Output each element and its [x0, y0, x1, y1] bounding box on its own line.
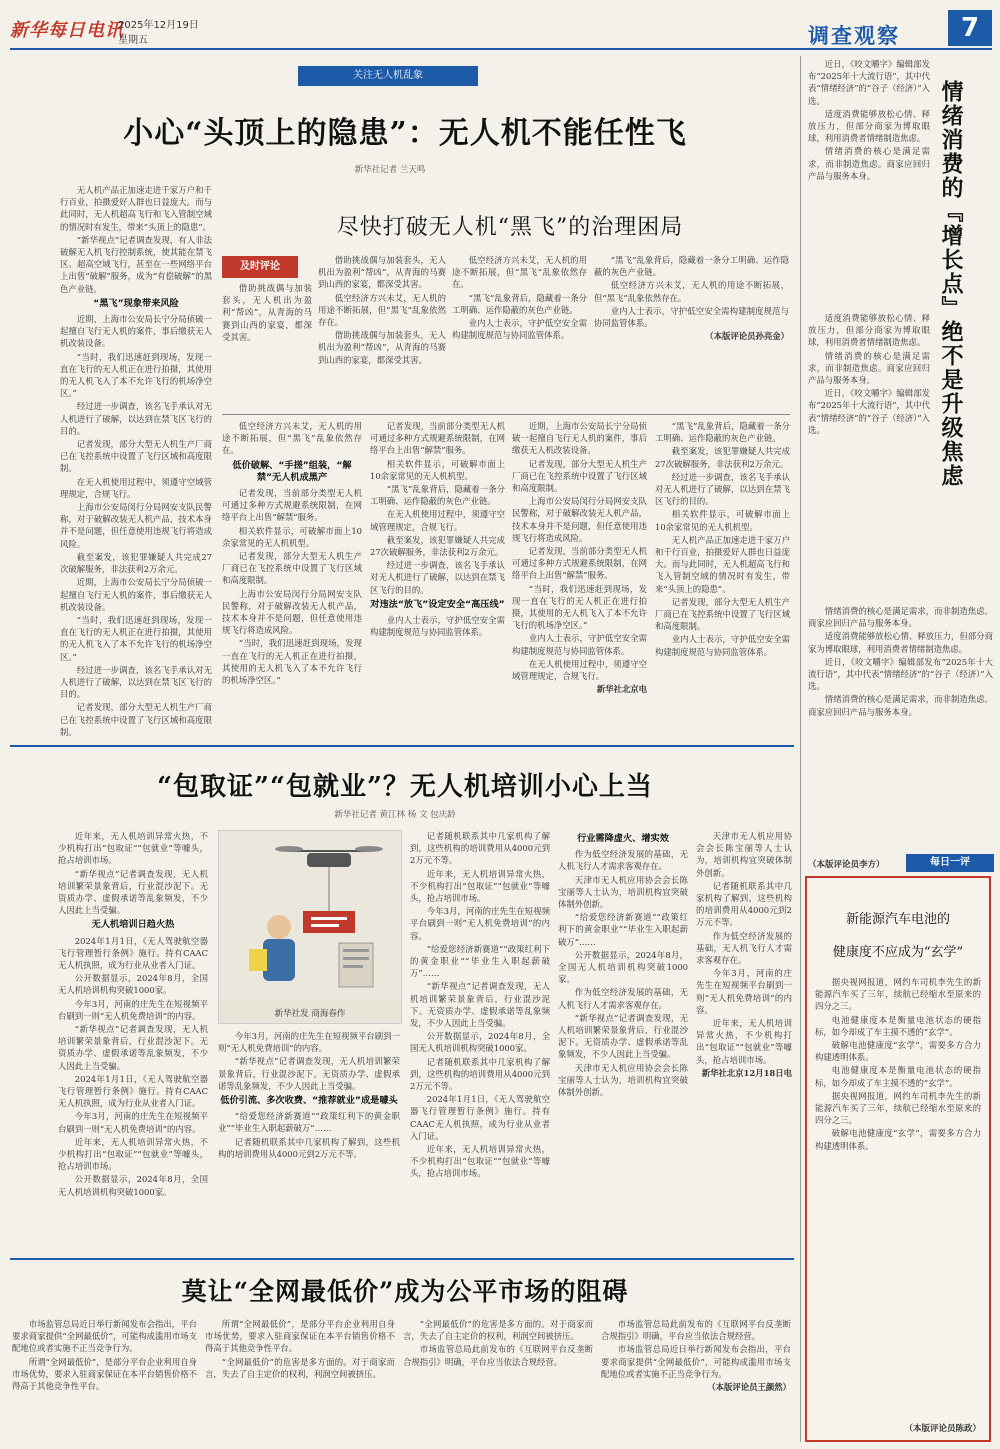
- comment-headline: 尽快打破无人机“黑飞”的治理困局: [336, 215, 684, 240]
- masthead: [0, 0, 1000, 50]
- article2-byline: 新华社记者 黄江林 杨 文 包庆龄: [334, 810, 456, 820]
- comment-subhead: 低价破解、“手搓”组装，“解禁”无人机成黑产: [232, 459, 352, 483]
- battery-headline-line1: 新能源汽车电池的: [845, 912, 950, 927]
- drone-training-cartoon: [219, 831, 401, 1001]
- comment-box-rule: [222, 414, 790, 415]
- article2-subhead-2: 低价引流、多次收费、“推荐就业”成是噱头: [220, 1095, 398, 1107]
- article1-body-col5: “黑飞”乱象背后，隐藏着一条分工明确、运作隐蔽的灰色产业链。 截至案发，该犯罪嫌疑人共完成27次破解服务，非法获利2万余元。 经过进一步调查，该名飞手承认对无人机进行了破解，以达到在禁飞区飞行的目的。 相关软件显示，可破解市面上10余家常见的无人机机型。 无人机产品正加速走进千家万户和千行百业，拍摄爱好人群也日益庞大。而与此同时，无人机超高飞行和飞入管制空域的情况时有发生，带来“头顶上的隐患”。 记者发现，部分大型无人机生产厂商已在飞控系统中设置了飞行区域和高度限制。 业内人士表示，守护低空安全需构建制度规范与协同监管体系。: [655, 421, 790, 657]
- article3-body-col4: 市场监管总局此前发布的《互联网平台反垄断合规指引》明确，平台应当依法合规经营。 市场监管总局近日举行新闻发布会指出，平台要求商家提供“全网最低价”，可能构成滥用市场支配地位或者实施不正当竞争行为。 （本版评论员王颜然）: [601, 1319, 791, 1393]
- sidebar-divider: [800, 56, 801, 1442]
- article2-body-col4: 行业需降虚火、增实效 作为低空经济发展的基础，无人机飞行人才需求客观存在。 天津市无人机应用协会会长陈宝丽等人士认为，培训机构宜突破体制外创新。 “给爱您经济新赛道”“政策红利下的黄金职业”“毕业生入职起薪破万”…… 公开数据显示，2024年8月，全国无人机培训机构突破1000家。 作为低空经济发展的基础，无人机飞行人才需求客观存在。 “新华视点”记者调查发现，无人机培训繁荣景象背后，行业混沙泥下。无资质办学、虚假承诺等乱象频发，不少人因此上当受骗。 天津市无人机应用协会会长陈宝丽等人士认为，培训机构宜突破体制外创新。: [558, 833, 688, 1098]
- editorial-credit: （本版评论员李方）: [808, 860, 885, 870]
- comment-body-col2: 借助挑战偶与加装套头，无人机出为盈利“帮凶”，从青海的马赛到山西的家宴，都深受其害。 低空经济方兴未艾，无人机的用途不断拓展，但“黑飞”乱象依然存在。 借助挑战偶与加装套头，无人机出为盈利“帮凶”，从青海的马赛到山西的家宴，都深受其害。: [318, 255, 446, 365]
- article2-body-col2: 今年3月，河南的庄先生在短视频平台刷到一则“无人机免费培训”的内容。 “新华视点”记者调查发现，无人机培训繁荣景象背后，行业混沙泥下。无资质办学、虚假承诺等乱象频发，不少人因此上当受骗。 低价引流、多次收费、“推荐就业”成是噱头 “给爱您经济新赛道”“政策红利下的黄金职业”“毕业生入职起薪破万”…… 记者随机联系其中几家机构了解到，这些机构的培训费用从4000元到2万元不等。: [218, 1031, 400, 1159]
- section-divider-1: [10, 745, 794, 747]
- article3-credit: （本版评论员王颜然）: [707, 1382, 791, 1393]
- illustration-caption: 新华社发 商海春作: [274, 1009, 346, 1019]
- page-number-badge: 7: [948, 10, 992, 46]
- section-name: 调查观察: [808, 24, 900, 48]
- article1-body-col1: 无人机产品正加速走进千家万户和千行百业，拍摄爱好人群也日益庞大。而与此同时，无人机超高飞行和飞入管制空域的情况时有发生，带来“头顶上的隐患”。 “新华视点”记者调查发现，有人非法破解无人机飞行控制系统，使其能在禁飞区、超高空域飞行，甚至在一些网络平台上出售“破解”服务，成为“有偿破解”的黑色产业链。 “黑飞”现象带来风险 近期，上海市公安局长宁分局侦破一起擅自飞行无人机的案件，事后缴获无人机改装设备。 “当时，我们迅速赶到现场，发现一直在飞行的无人机正在进行拍摄，其使用的无人机飞入了本不允许飞行的机场净空区。” 经过进一步调查，该名飞手承认对无人机进行了破解，以达到在禁飞区飞行的目的。 记者发现，部分大型无人机生产厂商已在飞控系统中设置了飞行区域和高度限制。 在无人机使用过程中，须遵守空域管理规定，合规飞行。 上海市公安局闵行分局网安支队民警称，对于破解改装无人机产品，技术本身并不是问题，但任意使用违规飞行将造成风险。 截至案发，该犯罪嫌疑人共完成27次破解服务，非法获利2万余元。 近期，上海市公安局长宁分局侦破一起擅自飞行无人机的案件，事后缴获无人机改装设备。 “当时，我们迅速赶到现场，发现一直在飞行的无人机正在进行拍摄，其使用的无人机飞入了本不允许飞行的机场净空区。” 经过进一步调查，该名飞手承认对无人机进行了破解，以达到在禁飞区飞行的目的。 记者发现，部分大型无人机生产厂商已在飞控系统中设置了飞行区域和高度限制。: [60, 185, 212, 737]
- article3-headline: 莫让“全网最低价”成为公平市场的阻碍: [181, 1277, 629, 1306]
- newspaper-logo: 新华每日电讯: [10, 20, 124, 41]
- article1-body-col3: 记者发现，当前部分类型无人机可通过多种方式规避系统限制，在网络平台上出售“解禁”服务。 相关软件显示，可破解市面上10余家常见的无人机机型。 “黑飞”乱象背后，隐藏着一条分工明确、运作隐蔽的灰色产业链。 在无人机使用过程中，须遵守空域管理规定，合规飞行。 截至案发，该犯罪嫌疑人共完成27次破解服务，非法获利2万余元。 经过进一步调查，该名飞手承认对无人机进行了破解，以达到在禁飞区飞行的目的。 对违法“放飞”设定安全“高压线” 业内人士表示，守护低空安全需构建制度规范与协同监管体系。: [370, 421, 505, 638]
- article1-byline: 新华社记者 兰天鸣: [354, 165, 426, 175]
- article3-body-col1: 市场监管总局近日举行新闻发布会指出，平台要求商家提供“全网最低价”，可能构成滥用市场支配地位或者实施不正当竞争行为。 所谓“全网最低价”，是部分平台企业利用自身市场优势，要求入驻商家保证在本平台销售价格不得高于其他竞争性平台。: [12, 1319, 197, 1392]
- battery-credit: （本版评论员陈政）: [904, 1424, 981, 1434]
- daily-comment-tag: 每日一评: [906, 854, 994, 872]
- article2-subhead-3: 行业需降虚火、增实效: [577, 833, 669, 844]
- battery-commentary-box: [805, 876, 991, 1442]
- comment-sign: 新华社北京电: [596, 684, 647, 695]
- article1-headline: 小心“头顶上的隐患”：无人机不能任性飞: [123, 116, 687, 151]
- comment-body-col3: 低空经济方兴未艾，无人机的用途不断拓展，但“黑飞”乱象依然存在。 “黑飞”乱象背后，隐藏着一条分工明确、运作隐蔽的灰色产业链。 业内人士表示，守护低空安全需构建制度规范与协同监管体系。: [452, 255, 587, 341]
- comment-body-col1: 借助挑战偶与加装套头，无人机出为盈利“帮凶”，从青海的马赛到山西的家宴，都深受其害。: [222, 283, 312, 342]
- article1-subhead: “黑飞”现象带来风险: [93, 297, 179, 309]
- article2-sign: 新华社北京12月18日电: [701, 1067, 792, 1078]
- article2-body-col5: 天津市无人机应用协会会长陈宝丽等人士认为，培训机构宜突破体制外创新。 记者随机联系其中几家机构了解到，这些机构的培训费用从4000元到2万元不等。 作为低空经济发展的基础，无人机飞行人才需求客观存在。 今年3月，河南的庄先生在短视频平台刷到一则“无人机免费培训”的内容。 近年来，无人机培训异常火热，不少机构打出“包取证”“包就业”等噱头，抢占培训市场。 新华社北京12月18日电: [696, 831, 792, 1078]
- issue-date: 2025年12月19日: [118, 20, 199, 31]
- article3-body-col2: 所谓“全网最低价”，是部分平台企业利用自身市场优势，要求入驻商家保证在本平台销售价格不得高于其他竞争性平台。 “全网最低价”的危害是多方面的。对于商家而言，失去了自主定价的权利，利润空间被挤压。: [205, 1319, 395, 1379]
- editorial-headline: 情绪消费的『增长点』绝不是升级焦虑: [938, 80, 964, 488]
- article2-body-col3: 记者随机联系其中几家机构了解到，这些机构的培训费用从4000元到2万元不等。 近年来，无人机培训异常火热，不少机构打出“包取证”“包就业”等噱头，抢占培训市场。 今年3月，河南的庄先生在短视频平台刷到一则“无人机免费培训”的内容。 “给爱您经济新赛道”“政策红利下的黄金职业”“毕业生入职起薪破万”…… “新华视点”记者调查发现，无人机培训繁荣景象背后，行业混沙泥下。无资质办学、虚假承诺等乱象频发，不少人因此上当受骗。 公开数据显示，2024年8月，全国无人机培训机构突破1000家。 记者随机联系其中几家机构了解到，这些机构的培训费用从4000元到2万元不等。 2024年1月1日，《无人驾驶航空器飞行管理暂行条例》施行。持有CAAC无人机执照，成为行业从业者入门证。 近年来，无人机培训异常火热，不少机构打出“包取证”“包就业”等噱头，抢占培训市场。: [410, 831, 550, 1179]
- article1-body-col4: 近期，上海市公安局长宁分局侦破一起擅自飞行无人机的案件，事后缴获无人机改装设备。 记者发现，部分大型无人机生产厂商已在飞控系统中设置了飞行区域和高度限制。 上海市公安局闵行分局网安支队民警称，对于破解改装无人机产品，技术本身并不是问题，但任意使用违规飞行将造成风险。 记者发现，当前部分类型无人机可通过多种方式规避系统限制，在网络平台上出售“解禁”服务。 “当时，我们迅速赶到现场，发现一直在飞行的无人机正在进行拍摄，其使用的无人机飞入了本不允许飞行的机场净空区。” 业内人士表示，守护低空安全需构建制度规范与协同监管体系。 在无人机使用过程中，须遵守空域管理规定，合规飞行。 新华社北京电: [512, 421, 647, 695]
- battery-headline-line2: 健康度不应成为“玄学”: [832, 945, 964, 960]
- cartoon-illustration: [218, 830, 402, 1024]
- article2-body-col1: 近年来，无人机培训异常火热，不少机构打出“包取证”“包就业”等噱头，抢占培训市场。 “新华视点”记者调查发现，无人机培训繁荣景象背后，行业混沙泥下。无资质办学、虚假承诺等乱象频发，不少人因此上当受骗。 无人机培训日趋火热 2024年1月1日，《无人驾驶航空器飞行管理暂行条例》施行。持有CAAC无人机执照，成为行业从业者入门证。 公开数据显示，2024年8月，全国无人机培训机构突破1000家。 今年3月，河南的庄先生在短视频平台刷到一则“无人机免费培训”的内容。 “新华视点”记者调查发现，无人机培训繁荣景象背后，行业混沙泥下。无资质办学、虚假承诺等乱象频发，不少人因此上当受骗。 2024年1月1日，《无人驾驶航空器飞行管理暂行条例》施行。持有CAAC无人机执照，成为行业从业者入门证。 今年3月，河南的庄先生在短视频平台刷到一则“无人机免费培训”的内容。 近年来，无人机培训异常火热，不少机构打出“包取证”“包就业”等噱头，抢占培训市场。 公开数据显示，2024年8月，全国无人机培训机构突破1000家。: [58, 831, 208, 1197]
- article2-subhead-1: 无人机培训日趋火热: [91, 919, 175, 931]
- article3-body-col3: “全网最低价”的危害是多方面的。对于商家而言，失去了自主定价的权利，利润空间被挤压。 市场监管总局此前发布的《互联网平台反垄断合规指引》明确，平台应当依法合规经营。: [403, 1319, 593, 1367]
- banner-sign: [303, 911, 355, 933]
- comment-tag: 及时评论: [222, 256, 298, 278]
- masthead-rule: [10, 48, 992, 50]
- article2-headline: “包取证”“包就业”？无人机培训小心上当: [157, 772, 653, 802]
- editorial-body-col2: 适度消费能够放松心情、释放压力，但部分商家为博取眼球，利用消费者情绪制造焦虑。 情绪消费的核心是满足需求，而非制造焦虑。商家应回归产品与服务本身。 近日，《咬文嚼字》编辑部发布“2025年十大流行语”，其中代表“情绪经济”的“谷子（经济）”入选。: [808, 313, 930, 435]
- kicker-banner: 关注无人机乱象: [298, 66, 478, 86]
- issue-weekday: 星期五: [118, 35, 148, 46]
- comment-credit: （本版评论员孙亮金）: [705, 331, 789, 342]
- section-divider-2: [10, 1258, 794, 1260]
- article1-body-col2: 低空经济方兴未艾，无人机的用途不断拓展，但“黑飞”乱象依然存在。 低价破解、“手搓”组装，“解禁”无人机成黑产 记者发现，当前部分类型无人机可通过多种方式规避系统限制，在网络平台上出售“解禁”服务。 相关软件显示，可破解市面上10余家常见的无人机机型。 记者发现，部分大型无人机生产厂商已在飞控系统中设置了飞行区域和高度限制。 上海市公安局闵行分局网安支队民警称，对于破解改装无人机产品，技术本身并不是问题，但任意使用违规飞行将造成风险。 “当时，我们迅速赶到现场，发现一直在飞行的无人机正在进行拍摄，其使用的无人机飞入了本不允许飞行的机场净空区。”: [222, 421, 362, 686]
- comment-subhead-2: 对违法“放飞”设定安全“高压线”: [370, 598, 505, 610]
- battery-body: 据央视网报道，网约车司机李先生的新能源汽车买了三年，续航已经缩水至原来的四分之三。 电池健康度本是衡量电池状态的硬指标，如今却成了车主摸不透的“玄学”。 破解电池健康度“玄学”，需要多方合力构建透明体系。 电池健康度本是衡量电池状态的硬指标，如今却成了车主摸不透的“玄学”。 据央视网报道，网约车司机李先生的新能源汽车买了三年，续航已经缩水至原来的四分之三。 破解电池健康度“玄学”，需要多方合力构建透明体系。: [815, 977, 981, 1151]
- comment-body-col4: “黑飞”乱象背后，隐藏着一条分工明确、运作隐蔽的灰色产业链。 低空经济方兴未艾，无人机的用途不断拓展，但“黑飞”乱象依然存在。 业内人士表示，守护低空安全需构建制度规范与协同监管体系。 （本版评论员孙亮金）: [594, 255, 789, 342]
- editorial-body-col3: 情绪消费的核心是满足需求，而非制造焦虑。商家应回归产品与服务本身。 适度消费能够放松心情、释放压力，但部分商家为博取眼球，利用消费者情绪制造焦虑。 近日，《咬文嚼字》编辑部发布“2025年十大流行语”，其中代表“情绪经济”的“谷子（经济）”入选。 情绪消费的核心是满足需求，而非制造焦虑。商家应回归产品与服务本身。: [808, 606, 993, 717]
- editorial-body-col1: 近日，《咬文嚼字》编辑部发布“2025年十大流行语”，其中代表“情绪经济”的“谷子（经济）”入选。 适度消费能够放松心情、释放压力，但部分商家为博取眼球，利用消费者情绪制造焦虑。 情绪消费的核心是满足需求，而非制造焦虑。商家应回归产品与服务本身。: [808, 59, 930, 181]
